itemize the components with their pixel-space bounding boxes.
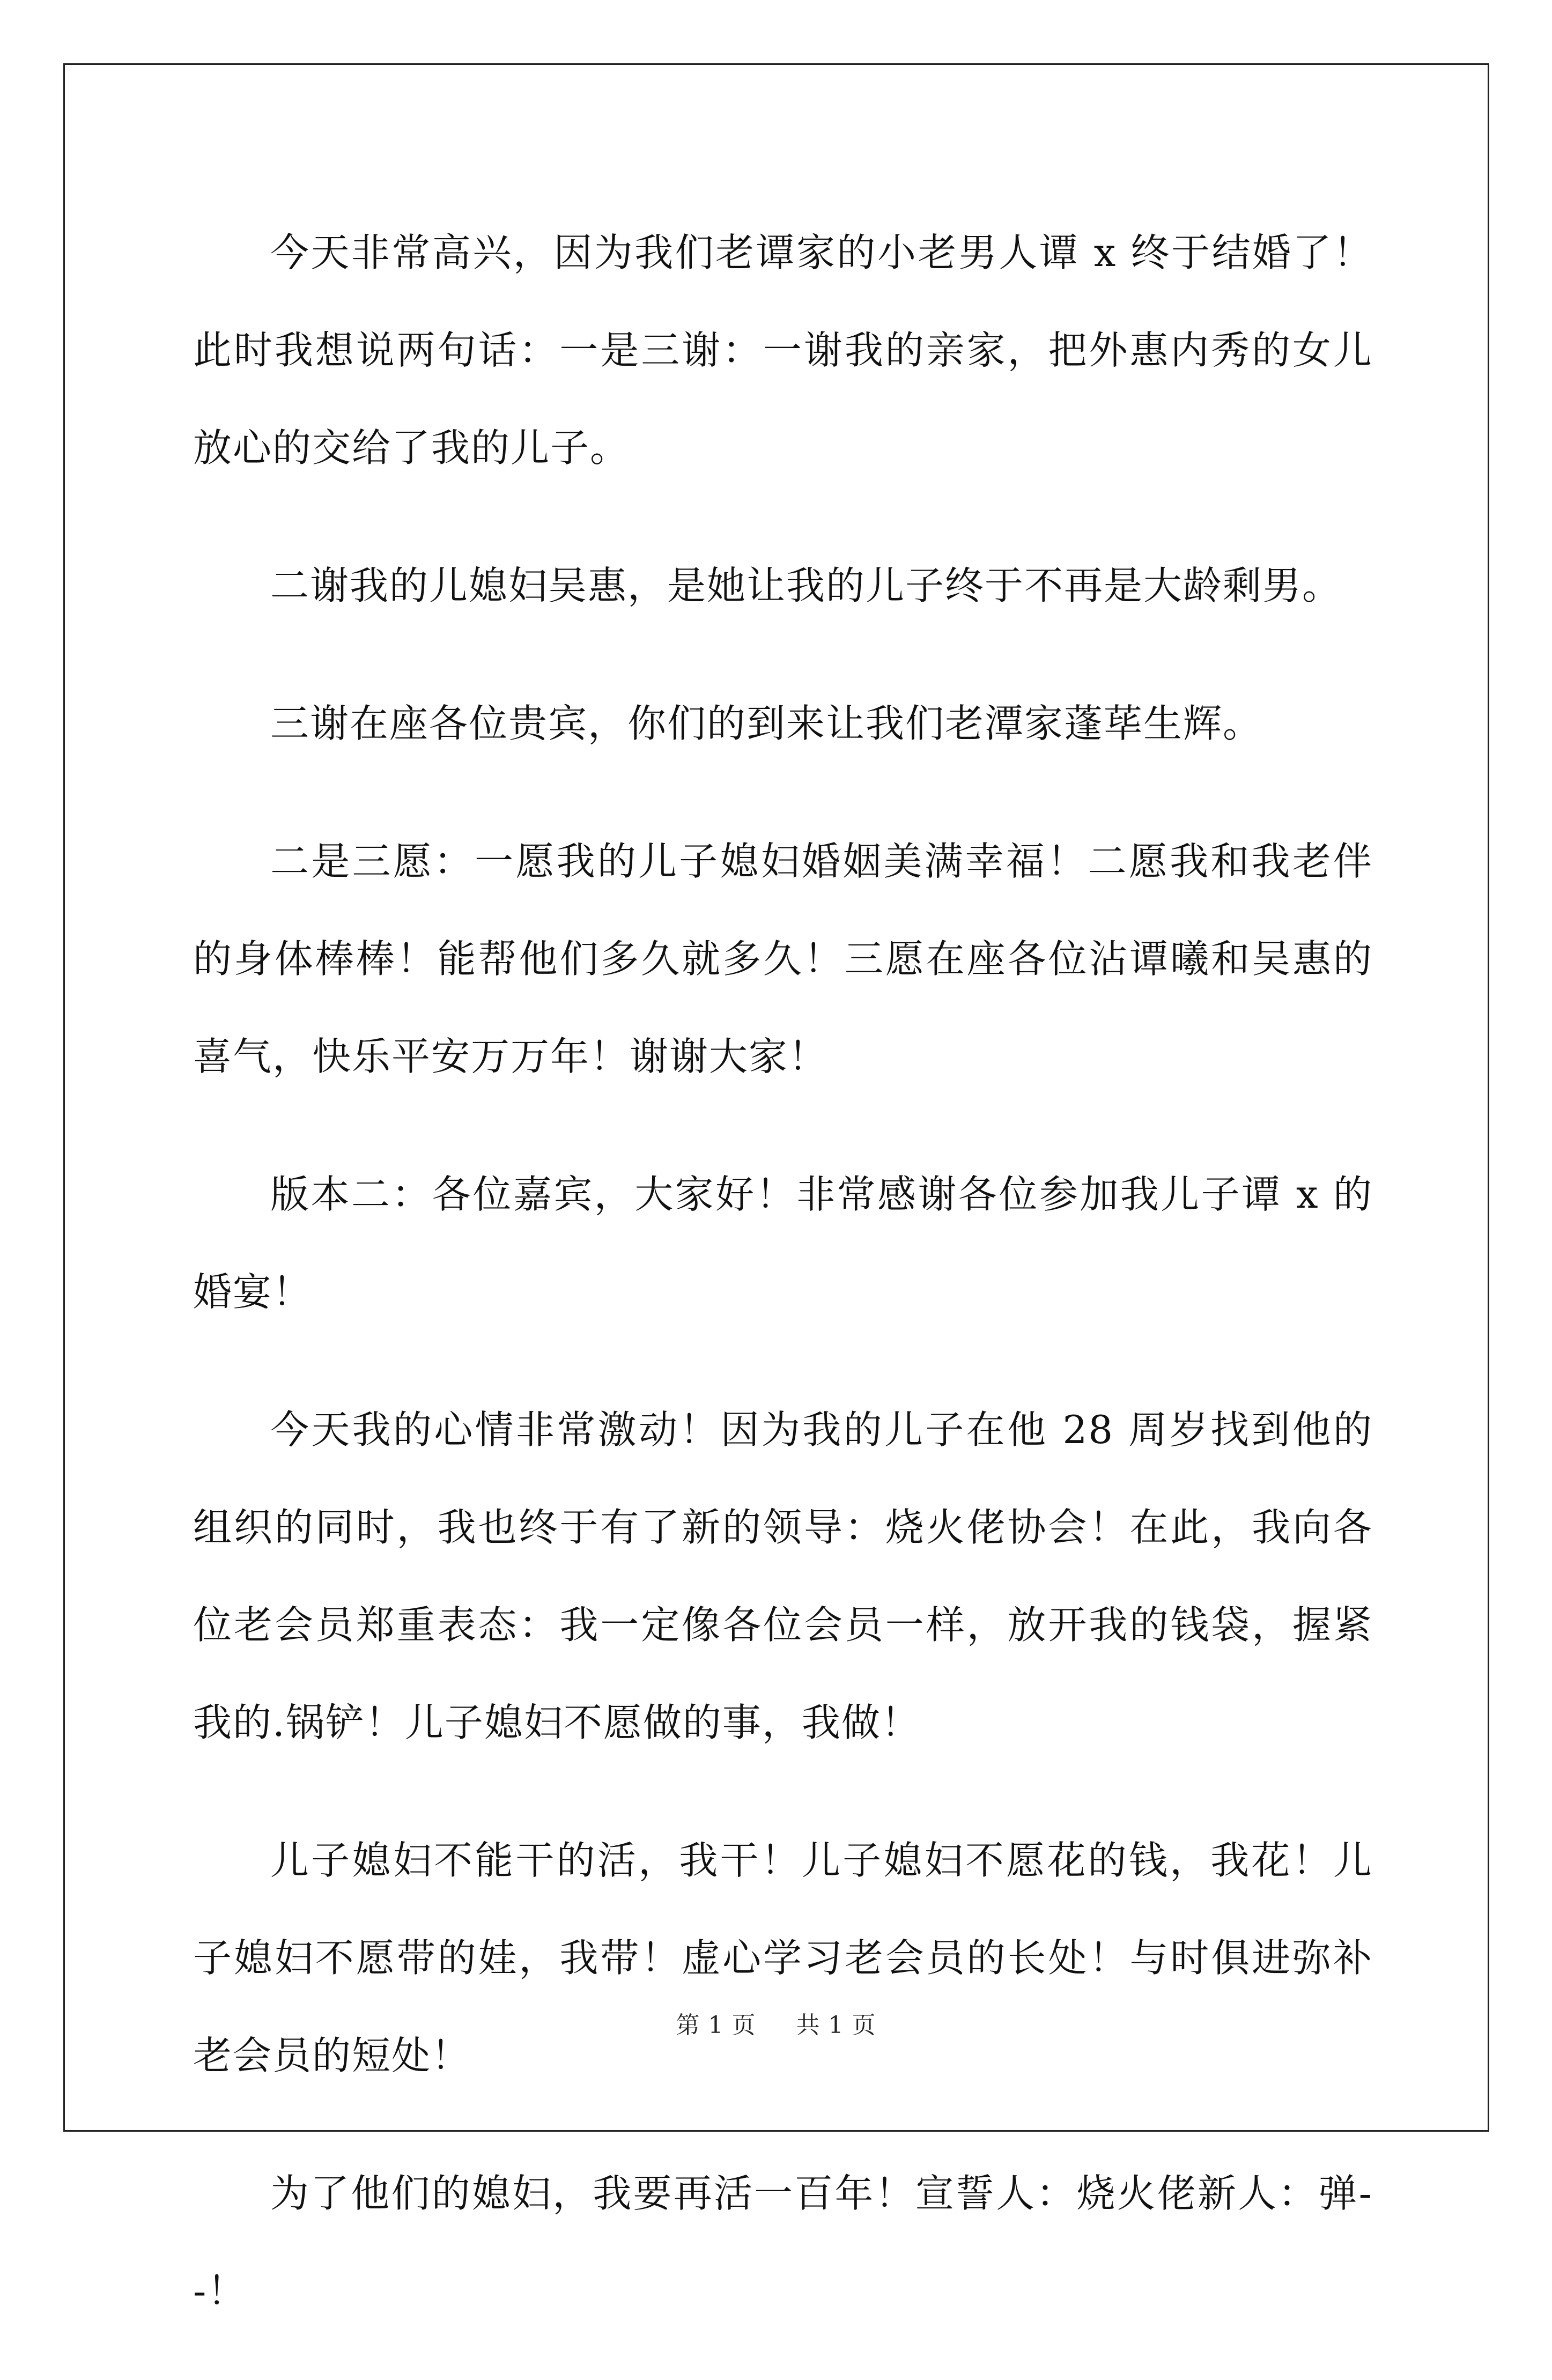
paragraph: 二谢我的儿媳妇吴惠，是她让我的儿子终于不再是大龄剩男。 [270,563,1342,608]
paragraph: 今天我的心情非常激动！因为我的儿子在他 28 周岁找到他的组织的同时，我也终于有了新的领导：烧火佬协会！在此，我向各位老会员郑重表态：我一定像各位会员一样，放开我的钱袋，握紧我的.锅铲！儿子媳妇不愿做的事，我做！ [193,1407,1373,1745]
paragraph: 儿子媳妇不能干的活，我干！儿子媳妇不愿花的钱，我花！儿子媳妇不愿带的娃，我带！虚心学习老会员的长处！与时俱进弥补老会员的短处！ [193,1838,1373,2078]
page-number: 第 1 页 [676,2012,756,2039]
paragraph: 为了他们的媳妇，我要再活一百年！宣誓人：烧火佬新人：弹--！ [193,2171,1373,2314]
page-footer [0,2006,1552,2040]
paragraph: 今天非常高兴，因为我们老谭家的小老男人谭 x 终于结婚了！此时我想说两句话：一是三谢：一谢我的亲家，把外惠内秀的女儿放心的交给了我的儿子。 [193,230,1373,470]
document-body [193,204,1373,2380]
page-total: 共 1 页 [796,2012,876,2039]
paragraph: 三谢在座各位贵宾，你们的到来让我们老潭家蓬荜生辉。 [270,701,1263,746]
paragraph: 二是三愿：一愿我的儿子媳妇婚姻美满幸福！二愿我和我老伴的身体棒棒！能帮他们多久就多久！三愿在座各位沾谭曦和吴惠的喜气，快乐平安万万年！谢谢大家！ [193,839,1373,1079]
paragraph: 版本二：各位嘉宾，大家好！非常感谢各位参加我儿子谭 x 的婚宴！ [193,1172,1373,1314]
